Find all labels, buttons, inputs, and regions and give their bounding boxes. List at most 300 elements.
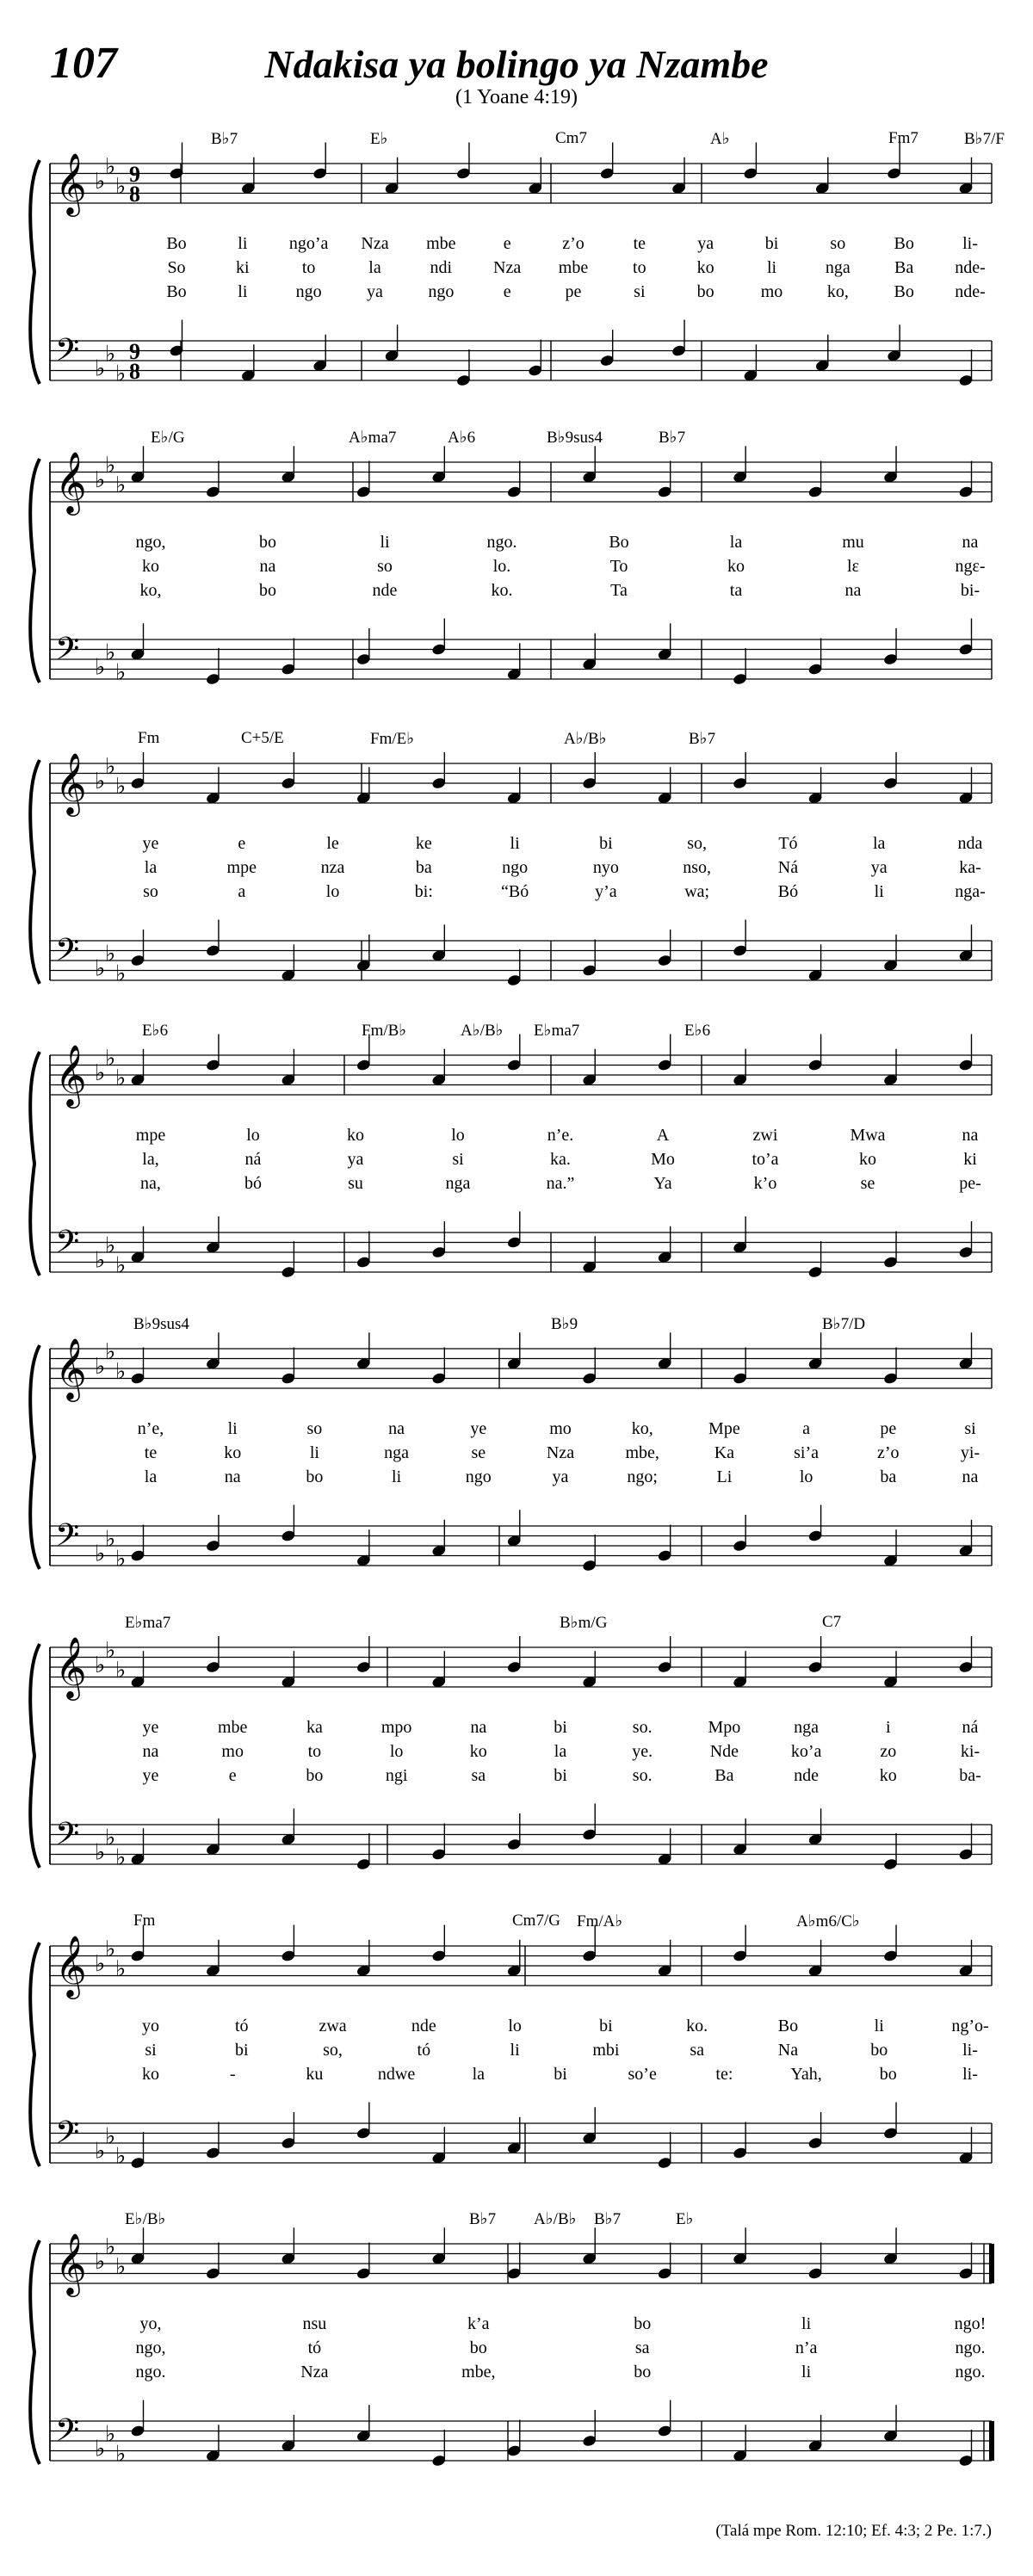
lyric-syllable: to [301, 258, 316, 277]
system-bracket [30, 2240, 40, 2464]
lyric-syllable: su [348, 1174, 363, 1193]
lyric-syllable: nza [320, 858, 345, 877]
lyric-syllable: bi [554, 2065, 567, 2084]
system-2 [0, 419, 1033, 729]
lyric-syllable: lo [451, 1126, 465, 1145]
chord-symbol: C+5/E [241, 729, 284, 747]
system-3 [0, 720, 1033, 1030]
lyric-syllable: ko [224, 1443, 242, 1462]
chord-symbol: Fm/E♭ [370, 730, 415, 748]
lyric-syllable: bi [554, 1718, 567, 1737]
key-flat-icon: ♭ [95, 1839, 106, 1866]
lyric-syllable: si [964, 1419, 976, 1438]
lyric-syllable: li [801, 2314, 812, 2333]
lyric-syllable: Nde [709, 1742, 739, 1761]
lyric-syllable: si’a [794, 1443, 820, 1462]
lyric-syllable: Ba [714, 1766, 734, 1785]
lyric-syllable: ku [306, 2065, 324, 2084]
chord-symbol: B♭7 [659, 429, 686, 447]
lyric-syllable: ko [859, 1150, 876, 1169]
lyric-syllable: li [510, 834, 520, 853]
chord-symbol: B♭7/D [822, 1315, 866, 1333]
lyric-syllable: Nza [493, 258, 522, 277]
key-flat-icon: ♭ [105, 1045, 116, 1072]
lyric-syllable: ko [696, 258, 714, 277]
chord-symbol: B♭7 [594, 2210, 622, 2228]
hymn-header [0, 0, 1033, 120]
lyric-syllable: te: [715, 2065, 733, 2084]
lyric-syllable: y’a [595, 882, 617, 901]
chord-symbol: Cm7 [555, 129, 587, 147]
lyric-syllable: bo [870, 2041, 888, 2060]
lyric-syllable: ko [727, 557, 745, 576]
lyric-syllable: e [503, 234, 511, 253]
lyric-syllable: Bo [894, 282, 914, 301]
lyric-syllable: bo [634, 2314, 652, 2333]
treble-clef-icon: 𝄞 [55, 1337, 87, 1399]
lyric-syllable: na [388, 1419, 405, 1438]
lyric-syllable: lo [325, 882, 340, 901]
treble-clef-icon: 𝄞 [55, 1635, 87, 1698]
key-flat-icon: ♭ [115, 1546, 127, 1572]
lyric-syllable: Ka [714, 1443, 735, 1462]
lyric-syllable: na [224, 1467, 241, 1486]
chord-symbol: Fm/A♭ [577, 1912, 623, 1930]
chord-symbol: B♭7 [211, 130, 238, 148]
lyric-syllable: sa [634, 2338, 650, 2357]
lyric-syllable: so [830, 234, 846, 253]
key-flat-icon: ♭ [115, 1252, 127, 1279]
lyric-syllable: lo [799, 1467, 813, 1486]
lyric-syllable: ki [963, 1150, 977, 1169]
lyric-syllable: mbe, [461, 2363, 496, 2381]
lyric-syllable: nsu [302, 2314, 327, 2333]
lyric-syllable: z’o [877, 1443, 900, 1462]
lyric-syllable: lo [508, 2017, 522, 2035]
lyric-syllable: la [554, 1742, 567, 1761]
lyric-syllable: n’a [795, 2338, 818, 2357]
lyric-syllable: ba [415, 858, 432, 877]
bass-clef-icon: 𝄢 [55, 2412, 80, 2456]
lyric-syllable: ye [142, 1718, 159, 1737]
system-4 [0, 1012, 1033, 1322]
lyric-syllable: - [229, 2065, 236, 2084]
key-flat-icon: ♭ [105, 2421, 116, 2448]
lyric-syllable: i [886, 1718, 891, 1737]
lyric-syllable: li [227, 1419, 238, 1438]
system-bracket [30, 760, 40, 984]
chord-symbol: E♭6 [684, 1022, 711, 1040]
chord-symbol: E♭ [676, 2210, 694, 2228]
hymn-title: Ndakisa ya bolingo ya Nzambe [264, 42, 769, 86]
lyric-syllable: to [307, 1742, 322, 1761]
lyric-syllable: na [142, 1742, 159, 1761]
lyric-syllable: wa; [684, 882, 710, 901]
lyric-syllable: Ba [894, 258, 914, 277]
lyric-syllable: li- [962, 2065, 978, 2084]
lyric-syllable: ye [142, 1766, 159, 1785]
lyric-syllable: ya [697, 234, 714, 253]
lyric-syllable: ko, [631, 1419, 653, 1438]
lyric-syllable: na [259, 557, 276, 576]
time-signature: 8 [129, 182, 140, 207]
lyric-syllable: e [228, 1766, 237, 1785]
treble-clef-icon: 𝄞 [55, 450, 87, 513]
lyric-syllable: ko, [826, 282, 849, 301]
lyric-syllable: nga [445, 1174, 471, 1193]
lyric-syllable: Ya [653, 1174, 672, 1193]
system-8 [0, 2201, 1033, 2511]
lyric-syllable: ngo. [135, 2363, 166, 2381]
bass-clef-icon: 𝄢 [55, 1816, 80, 1860]
lyric-syllable: mbe [217, 1718, 248, 1737]
key-flat-icon: ♭ [105, 639, 116, 666]
lyric-syllable: Nza [300, 2363, 329, 2381]
key-flat-icon: ♭ [95, 467, 106, 493]
lyric-syllable: pe [880, 1419, 897, 1438]
lyric-syllable: ngo. [486, 533, 517, 552]
lyric-syllable: ko [142, 2065, 159, 2084]
time-signature: 9 [129, 162, 140, 187]
lyric-syllable: mo [760, 282, 783, 301]
lyric-syllable: mbi [592, 2041, 620, 2060]
chord-symbol: A♭ [710, 130, 730, 148]
lyric-syllable: la, [142, 1150, 159, 1169]
lyric-syllable: nde [794, 1766, 820, 1785]
lyric-syllable: nde- [955, 282, 986, 301]
lyric-syllable: nga- [955, 882, 986, 901]
lyric-syllable: to [633, 258, 646, 277]
lyric-syllable: bi [234, 2041, 249, 2060]
bass-clef-icon: 𝄢 [55, 332, 80, 376]
lyric-syllable: ke [415, 834, 432, 853]
lyric-syllable: li [801, 2363, 812, 2381]
key-flat-icon: ♭ [115, 1657, 127, 1683]
time-signature: 8 [129, 359, 140, 384]
lyric-syllable: li [238, 234, 248, 253]
lyric-syllable: sa [690, 2041, 704, 2060]
lyric-syllable: Tó [778, 834, 798, 853]
key-flat-icon: ♭ [115, 173, 127, 200]
chord-symbol: A♭/B♭ [534, 2210, 577, 2228]
chord-symbol: A♭/B♭ [564, 730, 607, 748]
hymn-number: 107 [50, 39, 117, 88]
key-flat-icon: ♭ [115, 773, 127, 800]
lyric-syllable: li [874, 2017, 884, 2035]
lyric-syllable: bi [764, 234, 779, 253]
lyric-syllable: Nza [361, 234, 389, 253]
bass-clef-icon: 𝄢 [55, 2115, 80, 2159]
bass-clef-icon: 𝄢 [55, 631, 80, 675]
lyric-syllable: nda [957, 834, 983, 853]
lyric-syllable: mpe [135, 1126, 166, 1145]
lyric-syllable: Ná [777, 858, 799, 877]
lyric-syllable: Bo [166, 234, 187, 253]
lyric-syllable: zo [880, 1742, 897, 1761]
chord-symbol: B♭9sus4 [133, 1315, 189, 1333]
lyric-syllable: li [392, 1467, 402, 1486]
lyric-syllable: bo [879, 2065, 897, 2084]
lyric-syllable: ngo. [955, 2363, 986, 2381]
lyric-syllable: na, [140, 1174, 161, 1193]
key-flat-icon: ♭ [95, 2138, 106, 2165]
lyric-syllable: te [144, 1443, 158, 1462]
key-flat-icon: ♭ [95, 1541, 106, 1567]
lyric-syllable: bo [306, 1766, 324, 1785]
lyric-syllable: ko. [686, 2017, 708, 2035]
lyric-syllable: la [472, 2065, 486, 2084]
lyric-syllable: bi [554, 1766, 567, 1785]
bass-clef-icon: 𝄢 [55, 932, 80, 976]
lyric-syllable: mpe [226, 858, 257, 877]
lyric-syllable: tó [417, 2041, 431, 2060]
lyric-syllable: li- [962, 2041, 978, 2060]
lyric-syllable: ta [729, 581, 743, 600]
lyric-syllable: ko. [491, 581, 513, 600]
key-flat-icon: ♭ [115, 1955, 127, 1982]
chord-symbol: B♭7 [469, 2210, 497, 2228]
key-flat-icon: ♭ [95, 769, 106, 794]
key-flat-icon: ♭ [105, 1825, 116, 1851]
lyric-syllable: A [656, 1126, 670, 1145]
system-bracket [30, 1644, 40, 1868]
lyric-syllable: ka [306, 1718, 323, 1737]
lyric-syllable: ngɛ- [955, 557, 986, 576]
lyric-syllable: na [844, 581, 862, 600]
lyric-syllable: ko’a [790, 1742, 822, 1761]
lyric-syllable: Mpe [708, 1419, 740, 1438]
lyric-syllable: ngo! [954, 2314, 987, 2333]
lyric-syllable: li [510, 2041, 520, 2060]
key-flat-icon: ♭ [105, 153, 116, 180]
lyric-syllable: li [238, 282, 248, 301]
key-flat-icon: ♭ [115, 472, 127, 498]
chord-symbol: E♭ [370, 130, 388, 148]
lyric-syllable: a [802, 1419, 811, 1438]
key-flat-icon: ♭ [115, 1844, 127, 1871]
key-flat-icon: ♭ [95, 169, 106, 195]
lyric-syllable: sa [471, 1766, 486, 1785]
lyric-syllable: mpo [380, 1718, 412, 1737]
lyric-syllable: so. [632, 1766, 653, 1785]
lyric-syllable: a [238, 882, 246, 901]
lyric-syllable: li [380, 533, 390, 552]
lyric-syllable: le [326, 834, 339, 853]
lyric-syllable: zwa [319, 2017, 347, 2035]
treble-clef-icon: 𝄞 [55, 2232, 87, 2295]
lyric-syllable: bi- [960, 581, 980, 600]
lyric-syllable: Ta [610, 581, 628, 600]
chord-symbol: E♭/B♭ [125, 2210, 166, 2228]
lyric-syllable: k’o [753, 1174, 777, 1193]
key-flat-icon: ♭ [105, 2233, 116, 2260]
lyric-syllable: ye [142, 834, 159, 853]
lyric-syllable: nga [794, 1718, 820, 1737]
key-flat-icon: ♭ [115, 659, 127, 686]
bass-clef-icon: 𝄢 [55, 1224, 80, 1268]
chord-symbol: A♭m6/C♭ [796, 1912, 860, 1930]
lyric-syllable: ko [879, 1766, 897, 1785]
footnote-references: (Talá mpe Rom. 12:10; Ef. 4:3; 2 Pe. 1:7.) [715, 2522, 992, 2540]
lyric-syllable: mbe [426, 234, 456, 253]
lyric-syllable: bo [634, 2363, 652, 2381]
lyric-syllable: la [144, 858, 158, 877]
lyric-syllable: te [633, 234, 646, 253]
key-flat-icon: ♭ [95, 355, 106, 382]
treble-clef-icon: 𝄞 [55, 751, 87, 814]
chord-symbol: B♭7 [689, 730, 716, 748]
lyric-syllable: ngo [428, 282, 455, 301]
system-bracket [30, 160, 40, 384]
lyric-syllable: na [962, 533, 979, 552]
chord-symbol: C7 [822, 1613, 842, 1631]
lyric-syllable: se [471, 1443, 486, 1462]
lyric-syllable: la [873, 834, 886, 853]
key-flat-icon: ♭ [95, 1951, 106, 1977]
key-flat-icon: ♭ [105, 1936, 116, 1962]
lyric-syllable: ya [367, 282, 383, 301]
chord-symbol: E♭ma7 [125, 1614, 171, 1632]
lyric-syllable: Mwa [850, 1126, 886, 1145]
lyric-syllable: ya [870, 858, 888, 877]
lyric-syllable: bo [259, 581, 276, 600]
lyric-syllable: nyo [592, 858, 619, 877]
lyric-syllable: Nza [546, 1443, 575, 1462]
key-flat-icon: ♭ [105, 341, 116, 368]
lyric-syllable: Bo [166, 282, 187, 301]
lyric-syllable: Bó [777, 882, 799, 901]
lyric-syllable: Bo [894, 234, 914, 253]
lyric-syllable: nso, [683, 858, 712, 877]
lyric-syllable: to’a [752, 1150, 779, 1169]
system-1 [0, 120, 1033, 430]
lyric-syllable: yi- [960, 1443, 980, 1462]
lyric-syllable: ngo [502, 858, 529, 877]
lyric-syllable: ngo’a [288, 234, 329, 253]
chord-symbol: B♭7/F [964, 130, 1005, 148]
lyric-syllable: nga [825, 258, 851, 277]
lyric-syllable: si [634, 282, 646, 301]
lyric-syllable: e [238, 834, 246, 853]
lyric-syllable: ng’o- [951, 2017, 989, 2035]
lyric-syllable: la [144, 1467, 158, 1486]
system-5 [0, 1306, 1033, 1615]
system-bracket [30, 1052, 40, 1276]
key-flat-icon: ♭ [105, 1232, 116, 1259]
lyric-syllable: ngo. [955, 2338, 986, 2357]
lyric-syllable: ko [347, 1126, 364, 1145]
lyric-syllable: so [377, 557, 393, 576]
lyric-syllable: ba [880, 1467, 897, 1486]
key-flat-icon: ♭ [95, 1247, 106, 1274]
chord-symbol: B♭9sus4 [547, 429, 603, 447]
lyric-syllable: ko, [139, 581, 162, 600]
lyric-syllable: ya [552, 1467, 569, 1486]
lyric-syllable: ná [962, 1718, 979, 1737]
lyric-syllable: n’e. [547, 1126, 574, 1145]
lyric-syllable: z’o [562, 234, 585, 253]
system-bracket [30, 1943, 40, 2166]
lyric-syllable: nde [411, 2017, 436, 2035]
lyric-syllable: bo [306, 1467, 324, 1486]
lyric-syllable: k’a [467, 2314, 490, 2333]
lyric-syllable: tó [234, 2017, 249, 2035]
lyric-syllable: se [860, 1174, 875, 1193]
lyric-syllable: Bo [777, 2017, 799, 2035]
lyric-syllable: bo [259, 533, 276, 552]
lyric-syllable: nde- [955, 258, 986, 277]
lyric-syllable: lo [246, 1126, 260, 1145]
system-7 [0, 1903, 1033, 2213]
chord-symbol: A♭6 [448, 429, 476, 447]
lyric-syllable: mu [842, 533, 864, 552]
key-flat-icon: ♭ [105, 1637, 116, 1664]
lyric-syllable: Mpo [708, 1718, 741, 1737]
key-flat-icon: ♭ [115, 961, 127, 987]
lyric-syllable: ngo [295, 282, 322, 301]
lyric-syllable: so. [632, 1718, 653, 1737]
key-flat-icon: ♭ [115, 1065, 127, 1091]
lyric-syllable: Na [777, 2041, 799, 2060]
lyric-syllable: pe- [959, 1174, 981, 1193]
lyric-syllable: ngo, [135, 2338, 166, 2357]
chord-symbol: Fm [138, 729, 160, 747]
chord-symbol: Fm/B♭ [362, 1022, 407, 1040]
system-bracket [30, 1345, 40, 1569]
lyric-syllable: la [368, 258, 381, 277]
key-flat-icon: ♭ [105, 1338, 116, 1365]
lyric-syllable: so [306, 1419, 323, 1438]
lyric-syllable: ki [236, 258, 250, 277]
treble-clef-icon: 𝄞 [55, 1043, 87, 1106]
chord-symbol: E♭/G [151, 429, 185, 447]
lyric-syllable: To [609, 557, 628, 576]
key-flat-icon: ♭ [95, 1354, 106, 1380]
lyric-syllable: na [962, 1467, 979, 1486]
key-flat-icon: ♭ [95, 955, 106, 982]
key-flat-icon: ♭ [115, 361, 127, 387]
lyric-syllable: bo [696, 282, 714, 301]
lyric-syllable: ba- [959, 1766, 981, 1785]
key-flat-icon: ♭ [115, 2253, 127, 2280]
key-flat-icon: ♭ [115, 1358, 127, 1385]
lyric-syllable: li- [962, 234, 978, 253]
lyric-syllable: mbe, [625, 1443, 659, 1462]
key-flat-icon: ♭ [105, 2123, 116, 2150]
system-6 [0, 1604, 1033, 1914]
lyric-syllable: bo [469, 2338, 487, 2357]
key-flat-icon: ♭ [115, 2143, 127, 2170]
key-flat-icon: ♭ [105, 941, 116, 967]
lyric-syllable: ka. [550, 1150, 571, 1169]
lyric-syllable: e [503, 282, 511, 301]
lyric-syllable: ngo [465, 1467, 492, 1486]
lyric-syllable: bi [599, 2017, 613, 2035]
chord-symbol: A♭/B♭ [461, 1022, 504, 1040]
lyric-syllable: ko [142, 557, 159, 576]
key-flat-icon: ♭ [95, 1060, 106, 1086]
lyric-syllable: lɛ [847, 557, 859, 576]
lyric-syllable: Bo [609, 533, 629, 552]
lyric-syllable: ngo, [135, 533, 166, 552]
chord-symbol: Cm7/G [512, 1912, 560, 1930]
lyric-syllable: ko [469, 1742, 487, 1761]
treble-clef-icon: 𝄞 [55, 151, 87, 214]
lyric-syllable: n’e, [137, 1419, 164, 1438]
lyric-syllable: li [309, 1443, 319, 1462]
lyric-syllable: mo [549, 1419, 572, 1438]
lyric-syllable: la [729, 533, 743, 552]
